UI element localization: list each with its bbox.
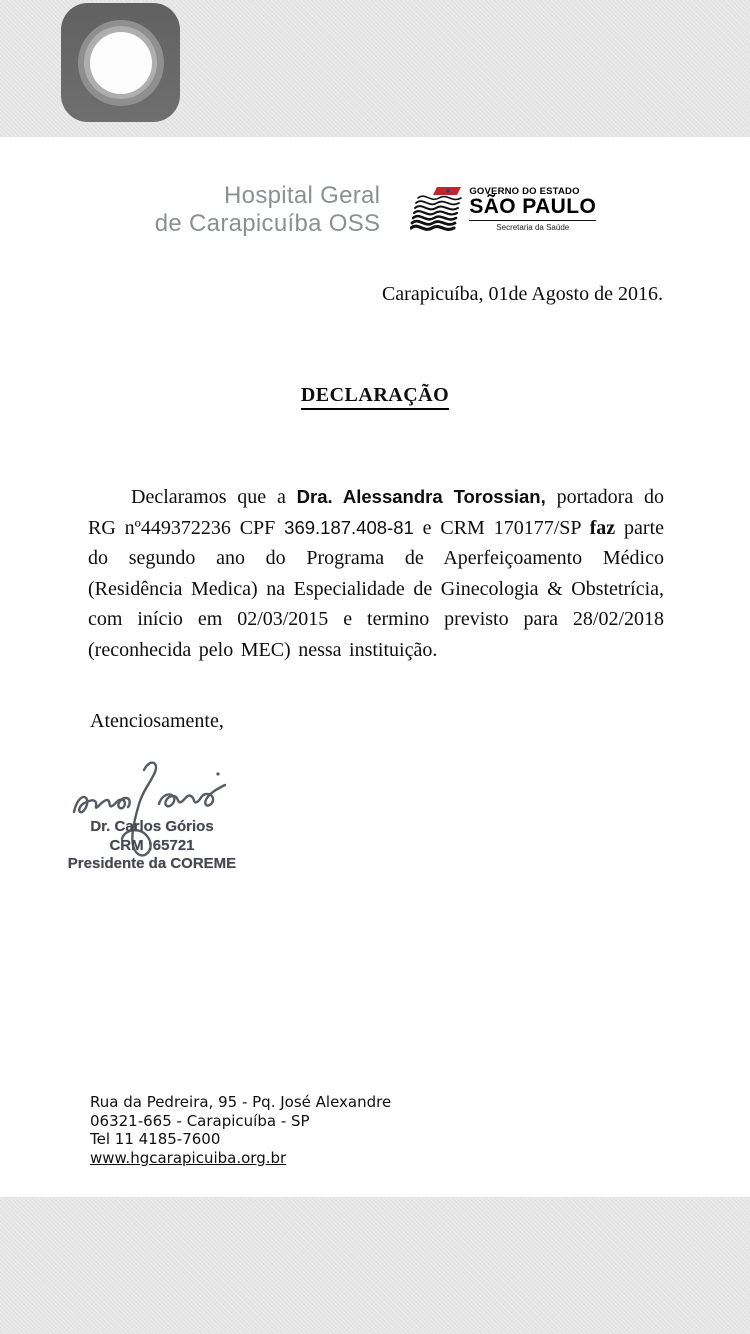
hospital-name-line1: Hospital Geral (224, 182, 381, 209)
paragraph-segment: Dra. Alessandra Torossian, (296, 486, 546, 507)
signatory-role: Presidente da COREME (67, 855, 237, 872)
signatory-name: Dr. Carlos Górios (90, 818, 214, 835)
gov-logo-text (469, 186, 596, 232)
footer-address-block (90, 1093, 391, 1167)
gov-logo-line3: Secretaria da Saúde (496, 223, 570, 232)
paragraph-segment: 369.187.408-81 (284, 516, 414, 538)
gov-logo-divider (469, 220, 596, 221)
signatory-details (66, 760, 238, 874)
signature-block (66, 760, 238, 874)
footer-website-link: www.hgcarapicuiba.org.br (90, 1148, 287, 1167)
assistive-touch-inner-ring (84, 26, 157, 99)
hospital-logo-text (155, 182, 381, 238)
bottom-gray-band (0, 1197, 750, 1334)
paragraph-segment: faz (589, 516, 616, 539)
declaration-paragraph (88, 482, 664, 666)
paragraph-segment: parte do segundo ano do Programa de Aperfeiçoamento Médico (Residência Medica) na Especialidade de Ginecologia & Obstetrícia, com início em 02/03/2015 e termino previsto para 28/02/2018 (reconhecida pelo MEC) nessa instituição. (88, 516, 664, 661)
sao-paulo-government-logo (410, 186, 596, 234)
top-gray-band (0, 0, 750, 137)
paragraph-segment: e CRM 170177/SP (413, 516, 590, 539)
paragraph-segment: portadora do RG nº449372236 CPF (88, 486, 664, 539)
flag-waves-icon (410, 186, 464, 234)
hospital-name-line2: de Carapicuíba OSS (154, 210, 381, 237)
footer-phone: Tel 11 4185-7600 (90, 1130, 221, 1149)
assistive-touch-button[interactable] (61, 3, 180, 122)
document-title-text: DECLARAÇÃO (301, 384, 449, 410)
gov-logo-line2: SÃO PAULO (469, 195, 597, 218)
assistive-touch-circle-icon (90, 32, 152, 94)
letterhead (88, 182, 663, 238)
document-title (0, 384, 750, 410)
signatory-crm: CRM :65721 (109, 836, 195, 854)
footer-city: 06321-665 - Carapicuíba - SP (90, 1111, 310, 1130)
date-line: Carapicuíba, 01de Agosto de 2016. (381, 283, 663, 305)
closing-salutation: Atenciosamente, (90, 710, 224, 732)
assistive-touch-outer-ring (78, 20, 164, 106)
gov-logo-line1: GOVERNO DO ESTADO (469, 186, 580, 197)
paragraph-segment: Declaramos que a (131, 486, 297, 508)
footer-street: Rua da Pedreira, 95 - Pq. José Alexandre (90, 1093, 392, 1111)
mini-flag-blue-dot (447, 189, 451, 193)
